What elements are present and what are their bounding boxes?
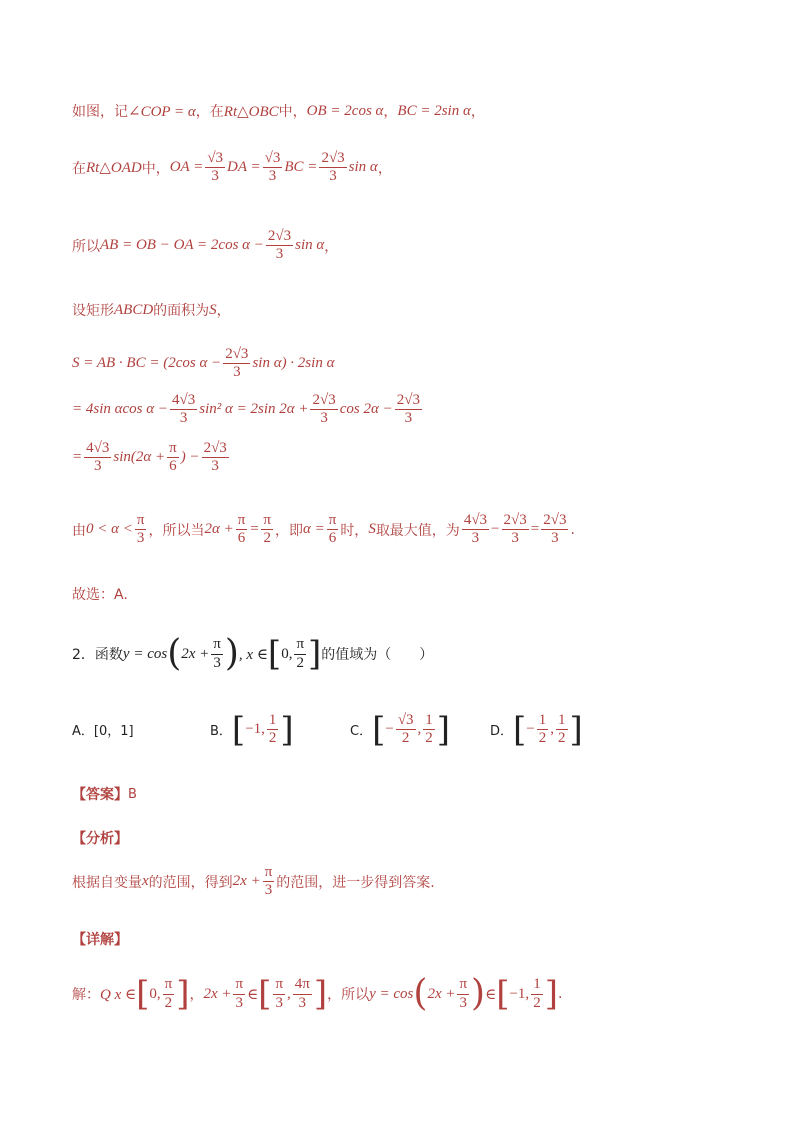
fraction: $\frac{2√3}{3}$ <box>396 392 420 427</box>
fraction: $\frac{2√3}{3}$ <box>203 440 227 475</box>
fraction: $\frac{4\pi}{3}$ <box>294 976 310 1011</box>
math: − <box>491 521 500 538</box>
text: 故选：A. <box>72 587 128 603</box>
left-bracket: [ <box>136 974 150 1014</box>
fraction: $\frac{√3}{2}$ <box>397 712 414 747</box>
fraction: $\frac{2√3}{3}$ <box>321 150 345 185</box>
math: S <box>209 301 217 318</box>
equation-line-1 <box>72 346 334 382</box>
left-bracket: [ <box>513 709 527 750</box>
text: ， <box>377 160 392 177</box>
analysis-heading <box>72 828 128 848</box>
text: . <box>557 986 563 1002</box>
option-text: − <box>526 721 535 738</box>
math-angle: ∠COP = α <box>128 103 196 120</box>
math: Q x ∈ <box>100 986 137 1003</box>
text: 设矩形 <box>72 303 114 319</box>
option-text: , <box>417 721 422 738</box>
text: 取最大值，为 <box>375 522 460 539</box>
math: , x ∈ <box>238 646 268 663</box>
math: 0, <box>149 985 161 1002</box>
option-text: [0，1] <box>93 724 134 740</box>
option-text: , <box>550 721 554 738</box>
math-ob: OB = 2cos α <box>306 102 384 119</box>
math: 2x + <box>203 985 232 1002</box>
detail-solution <box>72 973 563 1014</box>
text: ，即 <box>274 522 303 539</box>
fraction: $\frac{\pi}{3}$ <box>235 976 244 1011</box>
math: ∈ <box>247 986 259 1003</box>
fraction: $\frac{\pi}{2}$ <box>164 976 173 1011</box>
fraction: $\frac{2√3}{3}$ <box>312 392 336 427</box>
text: 中， <box>278 104 307 120</box>
math: 2x + <box>427 985 456 1002</box>
text: ， <box>470 104 485 120</box>
text: ， <box>216 303 231 319</box>
text: 解： <box>72 987 100 1003</box>
fraction: $\frac{1}{2}$ <box>558 712 566 747</box>
answer-choice-line <box>72 584 128 604</box>
options-row <box>72 709 583 750</box>
fraction: $\frac{\pi}{3}$ <box>264 864 273 899</box>
option-d[interactable] <box>490 709 583 750</box>
analysis-text <box>72 864 435 900</box>
math: ) − <box>180 449 200 466</box>
option-label: A． <box>72 724 94 740</box>
solution-line-2 <box>72 150 392 186</box>
fraction: $\frac{\pi}{6}$ <box>328 512 337 547</box>
text: 在 <box>72 160 86 177</box>
solution-line-1 <box>72 101 485 121</box>
fraction: $\frac{4√3}{3}$ <box>172 392 196 427</box>
fraction: $\frac{2√3}{3}$ <box>225 346 249 381</box>
math: α = <box>302 521 325 538</box>
text: 的面积为 <box>153 303 210 319</box>
text: 的范围，得到 <box>148 874 233 891</box>
left-bracket: [ <box>267 634 282 674</box>
fraction: $\frac{4√3}{3}$ <box>86 440 110 475</box>
right-bracket: ] <box>308 634 322 674</box>
math: = <box>249 521 260 538</box>
math: ABCD <box>114 301 154 318</box>
right-bracket: ] <box>280 709 294 750</box>
fraction: $\frac{√3}{3}$ <box>264 150 281 185</box>
detail-heading <box>72 929 128 949</box>
left-bracket: [ <box>496 974 510 1014</box>
math: x <box>142 873 149 890</box>
option-b[interactable] <box>210 709 350 750</box>
fraction: $\frac{\pi}{6}$ <box>237 512 246 547</box>
option-label: D． <box>490 724 514 740</box>
text: 的范围，进一步得到答案. <box>276 874 435 891</box>
text: ，所以当 <box>148 522 205 539</box>
equation-line-3 <box>72 440 231 476</box>
right-bracket: ] <box>569 709 583 750</box>
option-text: − <box>385 721 394 738</box>
math: 2x + <box>181 645 210 662</box>
text: 由 <box>72 522 86 539</box>
fraction: $\frac{\pi}{6}$ <box>169 440 177 475</box>
math: = <box>530 521 540 538</box>
math: = <box>72 449 83 466</box>
text: ， <box>189 987 204 1003</box>
left-bracket: [ <box>258 974 272 1014</box>
text: 根据自变量 <box>72 874 142 891</box>
text: . <box>570 521 575 538</box>
fraction: $\frac{\pi}{3}$ <box>136 512 145 547</box>
text: ， <box>324 238 339 255</box>
math: y = cos <box>122 645 168 662</box>
text: ，所以 <box>327 987 370 1003</box>
solution-line-5 <box>72 512 575 548</box>
option-text: −1, <box>245 721 265 738</box>
fraction: $\frac{1}{2}$ <box>538 712 547 747</box>
math: cos 2α − <box>339 401 393 418</box>
fraction: $\frac{√3}{3}$ <box>207 150 224 185</box>
math: 2x + <box>232 873 261 890</box>
text: 中， <box>141 160 170 177</box>
math: 0 < α < <box>86 521 133 538</box>
analysis-tag: 【分析】 <box>72 831 128 847</box>
math: , <box>287 985 291 1002</box>
math: = 4sin αcos α − <box>72 401 168 418</box>
question-2 <box>72 633 434 674</box>
text: 所以 <box>72 238 100 255</box>
fraction: $\frac{2√3}{3}$ <box>543 512 567 547</box>
solution-line-3 <box>72 228 338 264</box>
fraction: $\frac{4√3}{3}$ <box>463 512 488 547</box>
left-bracket: [ <box>231 709 246 750</box>
math: S = AB · BC = (2cos α − <box>72 355 222 372</box>
math-triangle: Rt△OAD <box>86 160 142 177</box>
math: AB = OB − OA = 2cos α − <box>100 237 264 254</box>
option-c[interactable] <box>350 709 490 750</box>
left-bracket: [ <box>372 709 386 750</box>
fraction: $\frac{\pi}{3}$ <box>275 976 284 1011</box>
right-bracket: ] <box>313 974 328 1014</box>
math: sin² α = 2sin 2α + <box>199 401 309 418</box>
option-a[interactable] <box>72 720 210 739</box>
math: sin α) · 2sin α <box>252 355 335 372</box>
math-bc: BC = 2sin α <box>397 102 471 119</box>
left-paren: ( <box>413 973 428 1014</box>
answer-tag: 【答案】 <box>72 787 128 803</box>
fraction: $\frac{2√3}{3}$ <box>267 228 292 263</box>
fraction: $\frac{1}{2}$ <box>268 712 277 747</box>
fraction: $\frac{\pi}{2}$ <box>263 512 271 547</box>
math: y = cos <box>369 985 414 1002</box>
question-text: 的值域为（ ） <box>321 647 434 663</box>
math: S <box>368 521 376 538</box>
left-paren: ( <box>167 633 182 674</box>
fraction: $\frac{\pi}{3}$ <box>459 976 468 1011</box>
math: ∈ <box>485 986 497 1003</box>
option-label: C． <box>350 724 373 740</box>
text: ， <box>383 104 398 120</box>
right-bracket: ] <box>176 974 190 1014</box>
math: OA = <box>169 159 204 176</box>
fraction: $\frac{1}{2}$ <box>533 976 541 1011</box>
option-label: B． <box>210 724 232 740</box>
math: BC = <box>284 159 318 176</box>
text: ，在 <box>195 104 224 120</box>
fraction: $\frac{\pi}{2}$ <box>296 636 305 671</box>
math-triangle: Rt△OBC <box>223 103 279 120</box>
question-text: 2．函数 <box>72 647 123 663</box>
right-paren: ) <box>471 973 486 1014</box>
math: sin(2α + <box>113 449 166 466</box>
fraction: $\frac{1}{2}$ <box>425 712 433 747</box>
solution-line-4 <box>72 300 231 320</box>
right-bracket: ] <box>436 709 451 750</box>
fraction: $\frac{\pi}{3}$ <box>213 636 221 671</box>
math: 0, <box>281 645 293 662</box>
equation-line-2 <box>72 392 424 428</box>
math: DA = <box>227 159 261 176</box>
math: −1, <box>509 985 530 1002</box>
right-paren: ) <box>224 633 239 674</box>
math: 2α + <box>204 521 234 538</box>
text: 如图，记 <box>72 104 128 120</box>
math: sin α <box>295 237 325 254</box>
detail-tag: 【详解】 <box>72 932 128 948</box>
math: sin α <box>348 159 378 176</box>
right-bracket: ] <box>544 974 558 1014</box>
fraction: $\frac{2√3}{3}$ <box>503 512 527 547</box>
answer-value: B <box>128 786 137 802</box>
answer-line <box>72 784 137 804</box>
text: 时， <box>340 522 369 539</box>
